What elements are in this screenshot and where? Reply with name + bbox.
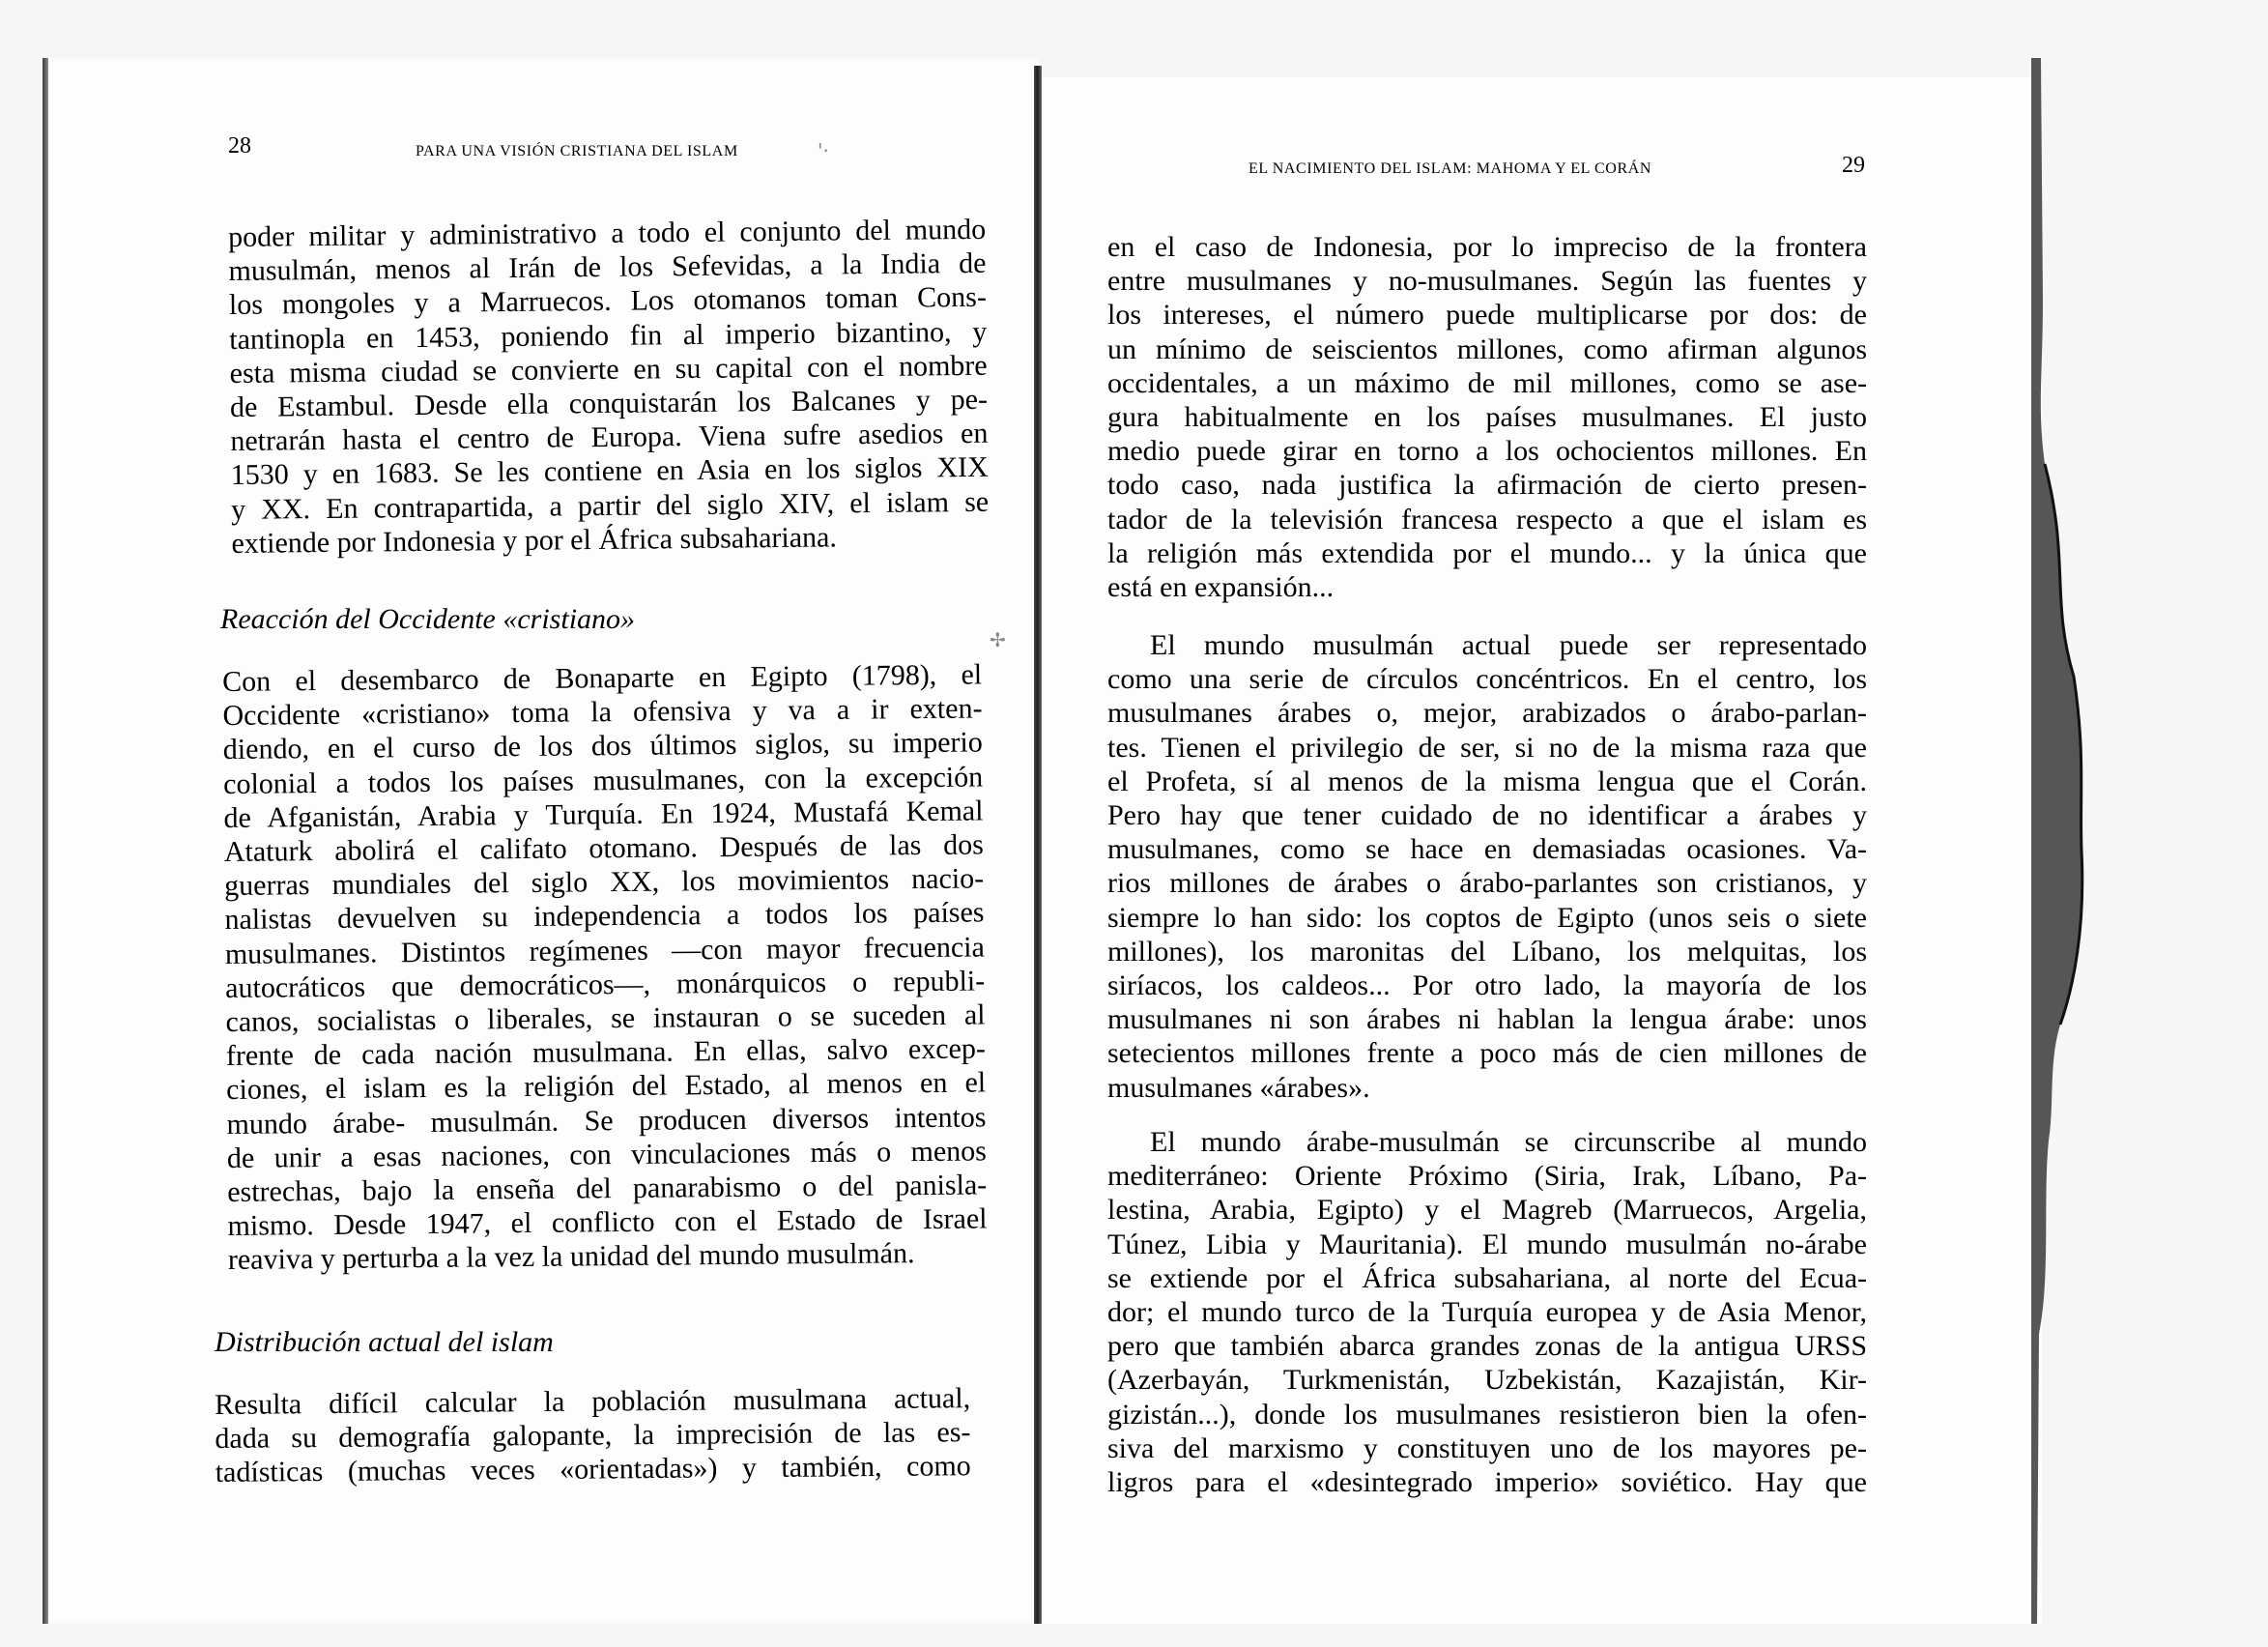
text-line: tes. Tienen el privilegio de ser, si no de la misma raza que: [1107, 731, 1867, 764]
left-running-header: PARA UNA VISIÓN CRISTIANA DEL ISLAM: [416, 143, 738, 159]
text-line: la religión más extendida por el mundo... y la única que: [1107, 536, 1867, 569]
text-line: musulmanes árabes o, mejor, arabizados o árabo-parlan-: [1107, 697, 1867, 730]
text-line: pero que también abarca grandes zonas de la antigua URSS: [1107, 1330, 1867, 1363]
text-line: se extiende por el África subsahariana, al norte del Ecua-: [1107, 1261, 1867, 1294]
text-line: los mongoles y a Marruecos. Los otomanos toman Cons-: [228, 281, 988, 322]
text-line: extiende por Indonesia y por el África subsahariana.: [231, 521, 838, 560]
text-line: Ataturk abolirá el califato otomano. Después de las dos: [223, 828, 984, 869]
right-paragraph-1: [1107, 230, 1867, 604]
section-heading-distribucion: Distribución actual del islam: [215, 1326, 554, 1358]
text-line: autocráticos que democráticos—, monárquicos o republi-: [225, 965, 986, 1004]
text-line: mundo árabe- musulmán. Se producen diversos intentos: [226, 1101, 987, 1141]
text-line: está en expansión...: [1107, 571, 1335, 604]
text-line: rios millones de árabes o árabo-parlantes son cristianos, y: [1107, 867, 1867, 900]
text-line: Túnez, Libia y Mauritania). El mundo musulmán no-árabe: [1107, 1228, 1867, 1260]
right-running-header: EL NACIMIENTO DEL ISLAM: MAHOMA Y EL CORÁN: [1249, 160, 1652, 177]
text-line: musulmanes. Distintos regímenes —con mayor frecuencia: [224, 931, 985, 970]
text-line: gizistán...), donde los musulmanes resistieron bien la ofen-: [1107, 1398, 1867, 1430]
text-line: nalistas devuelven su independencia a todos los países: [224, 896, 985, 937]
text-line: tantinopla en 1453, poniendo fin al imperio bizantino, y: [229, 315, 988, 356]
text-line: tador de la televisión francesa respecto a que el islam es: [1107, 503, 1867, 535]
text-line: El mundo musulmán actual puede ser representado: [1150, 629, 1867, 661]
text-line: Resulta difícil calcular la población musulmana actual,: [215, 1382, 971, 1421]
text-line: netrarán hasta el centro de Europa. Viena sufre asedios en: [230, 417, 989, 458]
text-line: estrechas, bajo la enseña del panarabismo o del panisla-: [227, 1169, 988, 1209]
section-heading-reaccion: Reacción del Occidente «cristiano»: [220, 603, 636, 635]
text-line: de unir a esas naciones, con vinculaciones más o menos: [226, 1135, 988, 1174]
text-line: gura habitualmente en los países musulmanes. El justo: [1107, 401, 1867, 434]
text-line: setecientos millones frente a poco más de cien millones de: [1107, 1037, 1867, 1070]
text-line: poder militar y administrativo a todo el conjunto del mundo: [228, 213, 987, 253]
text-line: de Afganistán, Arabia y Turquía. En 1924, Mustafá Kemal: [223, 795, 984, 834]
text-line: medio puede girar en torno a los ochocientos millones. En: [1107, 435, 1867, 468]
text-line: entre musulmanes y no-musulmanes. Según las fuentes y: [1107, 265, 1867, 298]
text-line: Con el desembarco de Bonaparte en Egipto (1798), el: [222, 658, 983, 698]
text-line: dor; el mundo turco de la Turquía europea y de Asia Menor,: [1107, 1296, 1867, 1329]
text-line: musulmanes ni son árabes ni hablan la lengua árabe: unos: [1107, 1003, 1867, 1036]
text-line: de Estambul. Desde ella conquistarán los Balcanes y pe-: [229, 383, 989, 424]
page-edge-shadow: [2031, 58, 2089, 1624]
text-line: mismo. Desde 1947, el conflicto con el Estado de Israel: [227, 1202, 988, 1243]
text-line: (Azerbayán, Turkmenistán, Uzbekistán, Kazajistán, Kir-: [1107, 1364, 1867, 1397]
text-line: Occidente «cristiano» toma la ofensiva y va a ir exten-: [222, 692, 983, 733]
text-line: musulmanes «árabes».: [1107, 1071, 1370, 1104]
text-line: musulmanes, como se hace en demasiadas ocasiones. Va-: [1107, 833, 1867, 866]
text-line: diendo, en el curso de los dos últimos siglos, su imperio: [222, 726, 983, 766]
book-spine: [1034, 66, 1042, 1624]
text-line: El mundo árabe-musulmán se circunscribe al mundo: [1150, 1126, 1867, 1158]
text-line: reaviva y perturba a la vez la unidad del mundo musulmán.: [227, 1237, 915, 1277]
right-paragraph-3: [1107, 1125, 1867, 1499]
text-line: el Profeta, sí al menos de la misma lengua que el Corán.: [1107, 765, 1867, 797]
text-line: guerras mundiales del siglo XX, los movimientos nacio-: [224, 862, 985, 903]
right-paragraph-2: [1107, 628, 1867, 1105]
text-line: colonial a todos los países musulmanes, con la excepción: [223, 761, 984, 800]
left-page-edge: [43, 58, 48, 1624]
text-line: siva del marxismo y constituyen uno de los mayores pe-: [1107, 1431, 1867, 1464]
text-line: todo caso, nada justifica la afirmación de cierto presen-: [1107, 469, 1867, 502]
left-paragraph-1: [228, 213, 990, 561]
text-line: los intereses, el número puede multiplicarse por dos: de: [1107, 299, 1867, 332]
text-line: ciones, el islam es la religión del Estado, al menos en el: [226, 1066, 987, 1107]
text-line: en el caso de Indonesia, por lo impreciso de la frontera: [1107, 231, 1867, 263]
text-line: occidentales, a un máximo de mil millones, como se ase-: [1107, 366, 1867, 399]
text-line: lestina, Arabia, Egipto) y el Magreb (Marruecos, Argelia,: [1107, 1194, 1867, 1227]
text-line: ligros para el «desintegrado imperio» soviético. Hay que: [1107, 1466, 1867, 1499]
right-page-number: 29: [1842, 153, 1865, 178]
text-line: 1530 y en 1683. Se les contiene en Asia en los siglos XIX: [230, 451, 989, 492]
text-line: esta misma ciudad se convierte en su capital con el nombre: [229, 349, 988, 390]
text-line: tadísticas (muchas veces «orientadas») y también, como: [215, 1450, 971, 1489]
text-line: siríacos, los caldeos... Por otro lado, la mayoría de los: [1107, 969, 1867, 1002]
text-line: Pero hay que tener cuidado de no identificar a árabes y: [1107, 799, 1867, 832]
text-line: y XX. En contrapartida, a partir del siglo XIV, el islam se: [230, 485, 990, 526]
text-line: un mínimo de seiscientos millones, como afirman algunos: [1107, 332, 1867, 365]
left-paragraph-2: [222, 657, 988, 1277]
left-page-number: 28: [228, 133, 251, 159]
text-line: mediterráneo: Oriente Próximo (Siria, Irak, Líbano, Pa-: [1107, 1160, 1867, 1193]
text-line: musulmán, menos al Irán de los Sefevidas, a la India de: [228, 246, 987, 288]
text-line: canos, socialistas o liberales, se instauran o se suceden al: [225, 998, 986, 1039]
text-line: siempre lo han sido: los coptos de Egipto (unos seis o siete: [1107, 901, 1867, 934]
text-line: como una serie de círculos concéntricos. En el centro, los: [1107, 663, 1867, 696]
scan-speck: '·: [818, 139, 829, 162]
text-line: frente de cada nación musulmana. En ellas, salvo excep-: [225, 1032, 987, 1073]
text-line: millones), los maronitas del Líbano, los melquitas, los: [1107, 935, 1867, 968]
left-paragraph-3: [215, 1381, 971, 1489]
scan-speck: ✢: [990, 628, 1006, 651]
text-line: dada su demografía galopante, la imprecisión de las es-: [215, 1416, 971, 1456]
